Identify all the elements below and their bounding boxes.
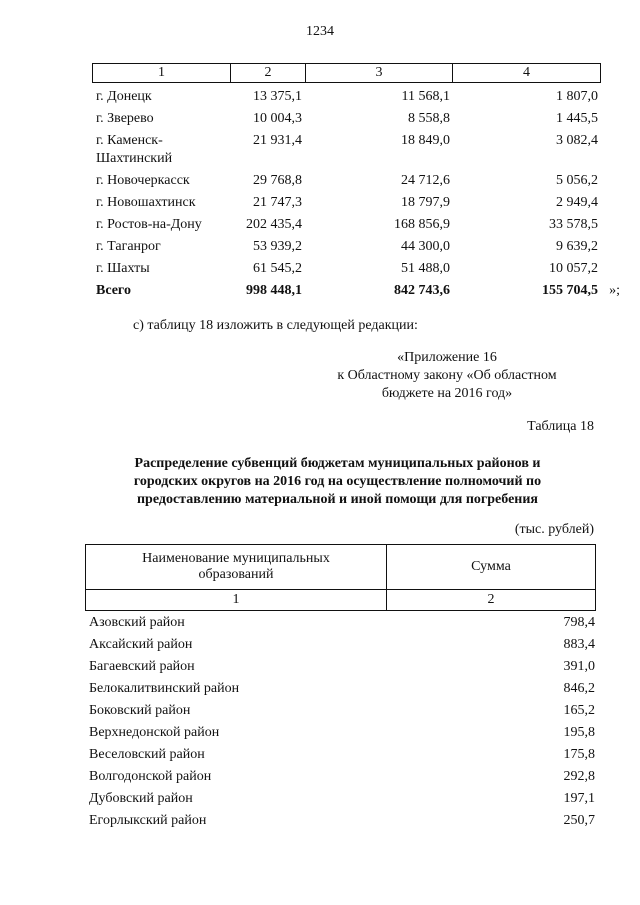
row-name: г. Новочеркасск xyxy=(96,173,190,188)
table-row xyxy=(92,130,604,170)
row-value-2: 61 545,2 xyxy=(253,261,302,276)
table1-column-numbers xyxy=(92,63,601,83)
row-name: Аксайский район xyxy=(89,637,193,652)
total-value-3: 842 743,6 xyxy=(394,283,450,298)
table-label: Таблица 18 xyxy=(527,419,594,434)
title-line-1: Распределение субвенций бюджетам муниципальных районов и xyxy=(134,456,541,471)
row-sum: 883,4 xyxy=(563,637,595,652)
table-row xyxy=(85,680,597,702)
row-name: г. Ростов-на-Дону xyxy=(96,217,202,232)
row-name: Дубовский район xyxy=(89,791,193,806)
table-row xyxy=(85,768,597,790)
row-name: г. Каменск-Шахтинский xyxy=(96,133,173,166)
row-name: г. Шахты xyxy=(96,261,150,276)
table-total-row xyxy=(92,280,620,302)
table-row xyxy=(85,636,597,658)
table1-body xyxy=(92,86,620,302)
table-title xyxy=(85,455,590,509)
table-row xyxy=(92,214,604,236)
row-name: Багаевский район xyxy=(89,659,195,674)
row-value-4: 9 639,2 xyxy=(556,239,598,254)
total-value-4: 155 704,5 xyxy=(542,283,598,298)
row-value-4: 1 445,5 xyxy=(556,111,598,126)
row-value-2: 53 939,2 xyxy=(253,239,302,254)
row-value-2: 29 768,8 xyxy=(253,173,302,188)
table1-col-3: 3 xyxy=(306,64,453,83)
table-row xyxy=(85,812,597,834)
table1-col-1: 1 xyxy=(93,64,231,83)
table-row xyxy=(85,658,597,680)
row-value-4: 3 082,4 xyxy=(556,133,598,148)
table-row xyxy=(92,86,604,108)
header-name xyxy=(86,545,387,590)
header-sum: Сумма xyxy=(387,545,596,590)
row-sum: 165,2 xyxy=(563,703,595,718)
row-sum: 175,8 xyxy=(563,747,595,762)
row-value-3: 51 488,0 xyxy=(401,261,450,276)
table-row xyxy=(92,108,604,130)
appendix-reference xyxy=(300,349,594,403)
table1-col-4: 4 xyxy=(453,64,601,83)
row-value-3: 18 849,0 xyxy=(401,133,450,148)
row-sum: 846,2 xyxy=(563,681,595,696)
row-name: г. Таганрог xyxy=(96,239,161,254)
units-label: (тыс. рублей) xyxy=(514,522,594,537)
table-row xyxy=(85,746,597,768)
header-name-line-1: Наименование муниципальных xyxy=(142,551,330,566)
row-sum: 195,8 xyxy=(563,725,595,740)
row-value-3: 8 558,8 xyxy=(408,111,450,126)
row-value-2: 10 004,3 xyxy=(253,111,302,126)
appendix-line-3: бюджете на 2016 год» xyxy=(381,386,513,401)
row-name: г. Новошахтинск xyxy=(96,195,196,210)
header-name-line-2: образований xyxy=(198,567,274,582)
row-name: г. Зверево xyxy=(96,111,154,126)
table-row xyxy=(85,702,597,724)
table-row xyxy=(92,258,604,280)
table1-col-2: 2 xyxy=(231,64,306,83)
row-value-2: 13 375,1 xyxy=(253,89,302,104)
row-value-4: 5 056,2 xyxy=(556,173,598,188)
table-row xyxy=(92,236,604,258)
total-value-2: 998 448,1 xyxy=(246,283,302,298)
row-value-3: 11 568,1 xyxy=(401,89,450,104)
table2-body xyxy=(85,614,597,834)
total-label: Всего xyxy=(96,283,131,298)
page-number: 1234 xyxy=(306,24,334,39)
title-line-3: предоставлению материальной и иной помощи для погребения xyxy=(136,492,538,507)
appendix-line-2: к Областному закону «Об областном xyxy=(337,368,557,383)
table2-header xyxy=(85,544,596,611)
table-row xyxy=(85,724,597,746)
row-value-4: 10 057,2 xyxy=(549,261,598,276)
instruction-text: с) таблицу 18 изложить в следующей редакции: xyxy=(133,318,418,333)
row-sum: 391,0 xyxy=(563,659,595,674)
table-row xyxy=(92,170,604,192)
row-value-3: 18 797,9 xyxy=(401,195,450,210)
row-value-3: 168 856,9 xyxy=(394,217,450,232)
row-value-3: 24 712,6 xyxy=(401,173,450,188)
table2-col-2: 2 xyxy=(387,590,596,611)
row-value-4: 33 578,5 xyxy=(549,217,598,232)
row-value-2: 21 747,3 xyxy=(253,195,302,210)
appendix-line-1: «Приложение 16 xyxy=(397,350,497,365)
row-name: Волгодонской район xyxy=(89,769,212,784)
row-name: Боковский район xyxy=(89,703,191,718)
row-value-2: 202 435,4 xyxy=(246,217,302,232)
row-value-4: 1 807,0 xyxy=(556,89,598,104)
table-row xyxy=(92,192,604,214)
row-sum: 197,1 xyxy=(563,791,595,806)
row-sum: 798,4 xyxy=(563,615,595,630)
row-value-2: 21 931,4 xyxy=(253,133,302,148)
table-row xyxy=(85,614,597,636)
row-name: г. Донецк xyxy=(96,89,152,104)
table2-col-1: 1 xyxy=(86,590,387,611)
row-name: Егорлыкский район xyxy=(89,813,207,828)
row-sum: 250,7 xyxy=(563,813,595,828)
row-name: Верхнедонской район xyxy=(89,725,220,740)
row-name: Белокалитвинский район xyxy=(89,681,240,696)
table-row xyxy=(85,790,597,812)
row-name: Веселовский район xyxy=(89,747,205,762)
row-name: Азовский район xyxy=(89,615,185,630)
closing-quote: »; xyxy=(609,283,620,298)
row-value-3: 44 300,0 xyxy=(401,239,450,254)
title-line-2: городских округов на 2016 год на осуществление полномочий по xyxy=(133,474,542,489)
row-sum: 292,8 xyxy=(563,769,595,784)
row-value-4: 2 949,4 xyxy=(556,195,598,210)
